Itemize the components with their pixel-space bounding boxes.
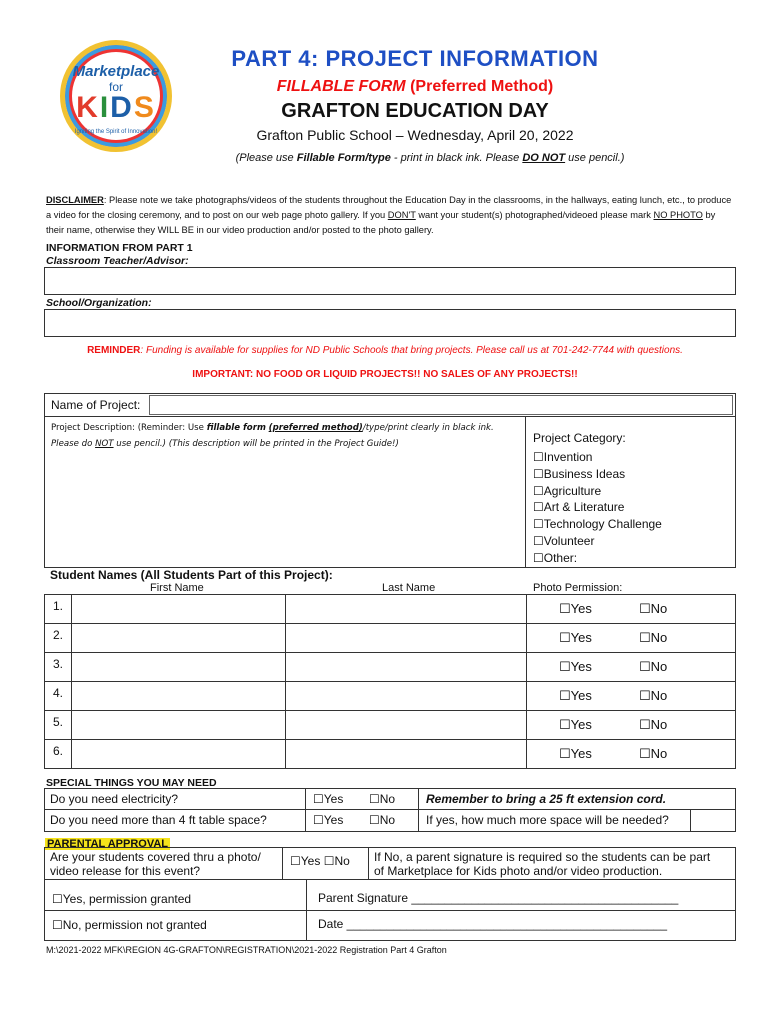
permission-granted[interactable]: ☐Yes, permission granted xyxy=(52,892,192,906)
student-row-divider xyxy=(526,740,527,769)
student-row xyxy=(44,710,736,740)
teacher-input[interactable] xyxy=(44,267,736,295)
student-row-divider xyxy=(526,653,527,682)
photo-release-options xyxy=(290,854,350,868)
student-row-number: 4. xyxy=(53,686,64,700)
logo-line1: Marketplace xyxy=(72,63,160,80)
photo-no[interactable]: ☐No xyxy=(639,659,668,675)
project-description-box[interactable] xyxy=(44,416,526,568)
photo-release-yes[interactable]: ☐Yes xyxy=(290,854,321,868)
if-no-note: If No, a parent signature is required so the students can be part of Marketplace for Kids photo and/or video production. xyxy=(374,850,711,878)
special-col1 xyxy=(305,788,306,832)
last-name-input[interactable] xyxy=(286,624,525,653)
fillable-form-subtitle: FILLABLE FORM (Preferred Method) xyxy=(276,78,554,95)
page-title: PART 4: PROJECT INFORMATION xyxy=(231,46,599,71)
first-name-input[interactable] xyxy=(72,653,284,682)
project-name-row xyxy=(44,393,736,417)
project-description-label: Project Description: (Reminder: Use fillable form (preferred method)/type/print clearly in black ink. Please do NOT use pencil.) (This description will be printed in the Project Guide!) xyxy=(51,423,494,449)
teacher-label: Classroom Teacher/Advisor: xyxy=(46,255,189,267)
photo-release-question: Are your students covered thru a photo/ video release for this event? xyxy=(50,850,261,878)
student-row-number: 3. xyxy=(53,657,64,671)
photo-no[interactable]: ☐No xyxy=(639,630,668,646)
disclaimer: DISCLAIMER: Please note we take photographs/videos of the students throughout the Education Day in the classrooms, in the hallways, eating lunch, etc., to produce a video for the closing ceremony, and to post on our web page photo gallery. If you DON'T want your student(s) photographed/videoed please mark NO PHOTO by their name, otherwise they WILL BE in our video production and/or posted to the photo gallery. xyxy=(46,195,732,235)
electricity-question: Do you need electricity? xyxy=(50,792,179,806)
space-needed-input[interactable] xyxy=(692,811,734,830)
student-row xyxy=(44,623,736,653)
parental-heading: PARENTAL APPROVAL xyxy=(47,838,169,850)
electricity-no[interactable]: ☐No xyxy=(369,792,396,806)
logo-line2: for xyxy=(108,80,123,94)
category-technology-challenge[interactable]: ☐Technology Challenge xyxy=(533,517,662,532)
project-name-label: Name of Project: xyxy=(51,398,141,412)
footer-path: M:\2021-2022 MFK\REGION 4G-GRAFTON\REGISTRATION\2021-2022 Registration Part 4 Grafton xyxy=(46,945,447,955)
category-agriculture[interactable]: ☐Agriculture xyxy=(533,483,602,498)
photo-yes[interactable]: ☐Yes xyxy=(559,630,592,646)
photo-permission-header: Photo Permission: xyxy=(533,582,623,594)
special-col2 xyxy=(418,788,419,832)
extension-cord-note: Remember to bring a 25 ft extension cord. xyxy=(426,792,667,806)
parental-divider1 xyxy=(44,879,736,880)
students-heading: Student Names (All Students Part of this Project): xyxy=(50,568,333,582)
table-space-question: Do you need more than 4 ft table space? xyxy=(50,813,267,827)
photo-yes[interactable]: ☐Yes xyxy=(559,688,592,704)
first-name-input[interactable] xyxy=(72,682,284,711)
project-category-label: Project Category: xyxy=(533,431,626,445)
last-name-input[interactable] xyxy=(286,595,525,624)
student-row xyxy=(44,739,736,769)
event-title: GRAFTON EDUCATION DAY xyxy=(281,100,549,122)
important-text: IMPORTANT: NO FOOD OR LIQUID PROJECTS!! NO SALES OF ANY PROJECTS!! xyxy=(192,369,578,380)
instruction-line: (Please use Fillable Form/type - print in black ink. Please DO NOT use pencil.) xyxy=(235,152,625,164)
first-name-input[interactable] xyxy=(72,711,284,740)
special-divider xyxy=(44,809,736,810)
student-row-divider xyxy=(526,711,527,740)
category-volunteer[interactable]: ☐Volunteer xyxy=(533,533,595,548)
student-row-number: 1. xyxy=(53,599,64,613)
photo-release-no[interactable]: ☐No xyxy=(323,854,350,868)
last-name-input[interactable] xyxy=(286,740,525,769)
first-name-input[interactable] xyxy=(72,740,284,769)
part1-heading: INFORMATION FROM PART 1 xyxy=(46,242,193,254)
photo-no[interactable]: ☐No xyxy=(639,717,668,733)
category-art-literature[interactable]: ☐Art & Literature xyxy=(533,500,625,515)
logo-kids: KIDS xyxy=(76,91,156,124)
student-row xyxy=(44,594,736,624)
category-options xyxy=(533,449,662,567)
student-row-number: 5. xyxy=(53,715,64,729)
last-name-input[interactable] xyxy=(286,682,525,711)
school-label: School/Organization: xyxy=(46,297,152,309)
parental-col1 xyxy=(282,847,283,879)
photo-yes[interactable]: ☐Yes xyxy=(559,717,592,733)
first-name-input[interactable] xyxy=(72,624,284,653)
marketplace-for-kids-logo xyxy=(60,40,172,152)
parental-col2 xyxy=(368,847,369,879)
parental-divider2 xyxy=(44,910,736,911)
special-heading: SPECIAL THINGS YOU MAY NEED xyxy=(46,777,217,789)
space-needed-question: If yes, how much more space will be needed? xyxy=(426,813,669,827)
special-col3 xyxy=(690,809,691,832)
photo-yes[interactable]: ☐Yes xyxy=(559,601,592,617)
table-space-no[interactable]: ☐No xyxy=(369,813,396,827)
logo-tagline: Igniting the Spirit of Innovation! xyxy=(74,129,158,135)
project-category-box xyxy=(525,416,736,568)
permission-not-granted[interactable]: ☐No, permission not granted xyxy=(52,918,207,932)
category-other[interactable]: ☐Other: xyxy=(533,550,578,565)
electricity-yes[interactable]: ☐Yes xyxy=(313,792,344,806)
table-space-yes[interactable]: ☐Yes xyxy=(313,813,344,827)
student-row-divider xyxy=(526,595,527,624)
photo-yes[interactable]: ☐Yes xyxy=(559,746,592,762)
project-name-input[interactable] xyxy=(149,395,733,415)
reminder-text: REMINDER: Funding is available for supplies for ND Public Schools that bring projects. Please call us at 701-242-7744 with questions. xyxy=(87,345,683,356)
student-row xyxy=(44,652,736,682)
first-name-input[interactable] xyxy=(72,595,284,624)
student-row xyxy=(44,681,736,711)
last-name-input[interactable] xyxy=(286,711,525,740)
event-location: Grafton Public School – Wednesday, April 20, 2022 xyxy=(256,127,574,143)
date-field[interactable]: Date ________________________________________________ xyxy=(318,917,668,931)
school-input[interactable] xyxy=(44,309,736,337)
photo-yes[interactable]: ☐Yes xyxy=(559,659,592,675)
photo-no[interactable]: ☐No xyxy=(639,688,668,704)
last-name-input[interactable] xyxy=(286,653,525,682)
student-row-divider xyxy=(526,682,527,711)
category-business-ideas[interactable]: ☐Business Ideas xyxy=(533,466,626,481)
parent-signature-field[interactable]: Parent Signature ________________________________________ xyxy=(318,891,679,905)
photo-no[interactable]: ☐No xyxy=(639,746,668,762)
first-name-header: First Name xyxy=(150,582,204,594)
photo-no[interactable]: ☐No xyxy=(639,601,668,617)
category-invention[interactable]: ☐Invention xyxy=(533,450,593,464)
student-row-divider xyxy=(526,624,527,653)
last-name-header: Last Name xyxy=(382,582,436,594)
student-row-number: 6. xyxy=(53,744,64,758)
student-row-number: 2. xyxy=(53,628,64,642)
